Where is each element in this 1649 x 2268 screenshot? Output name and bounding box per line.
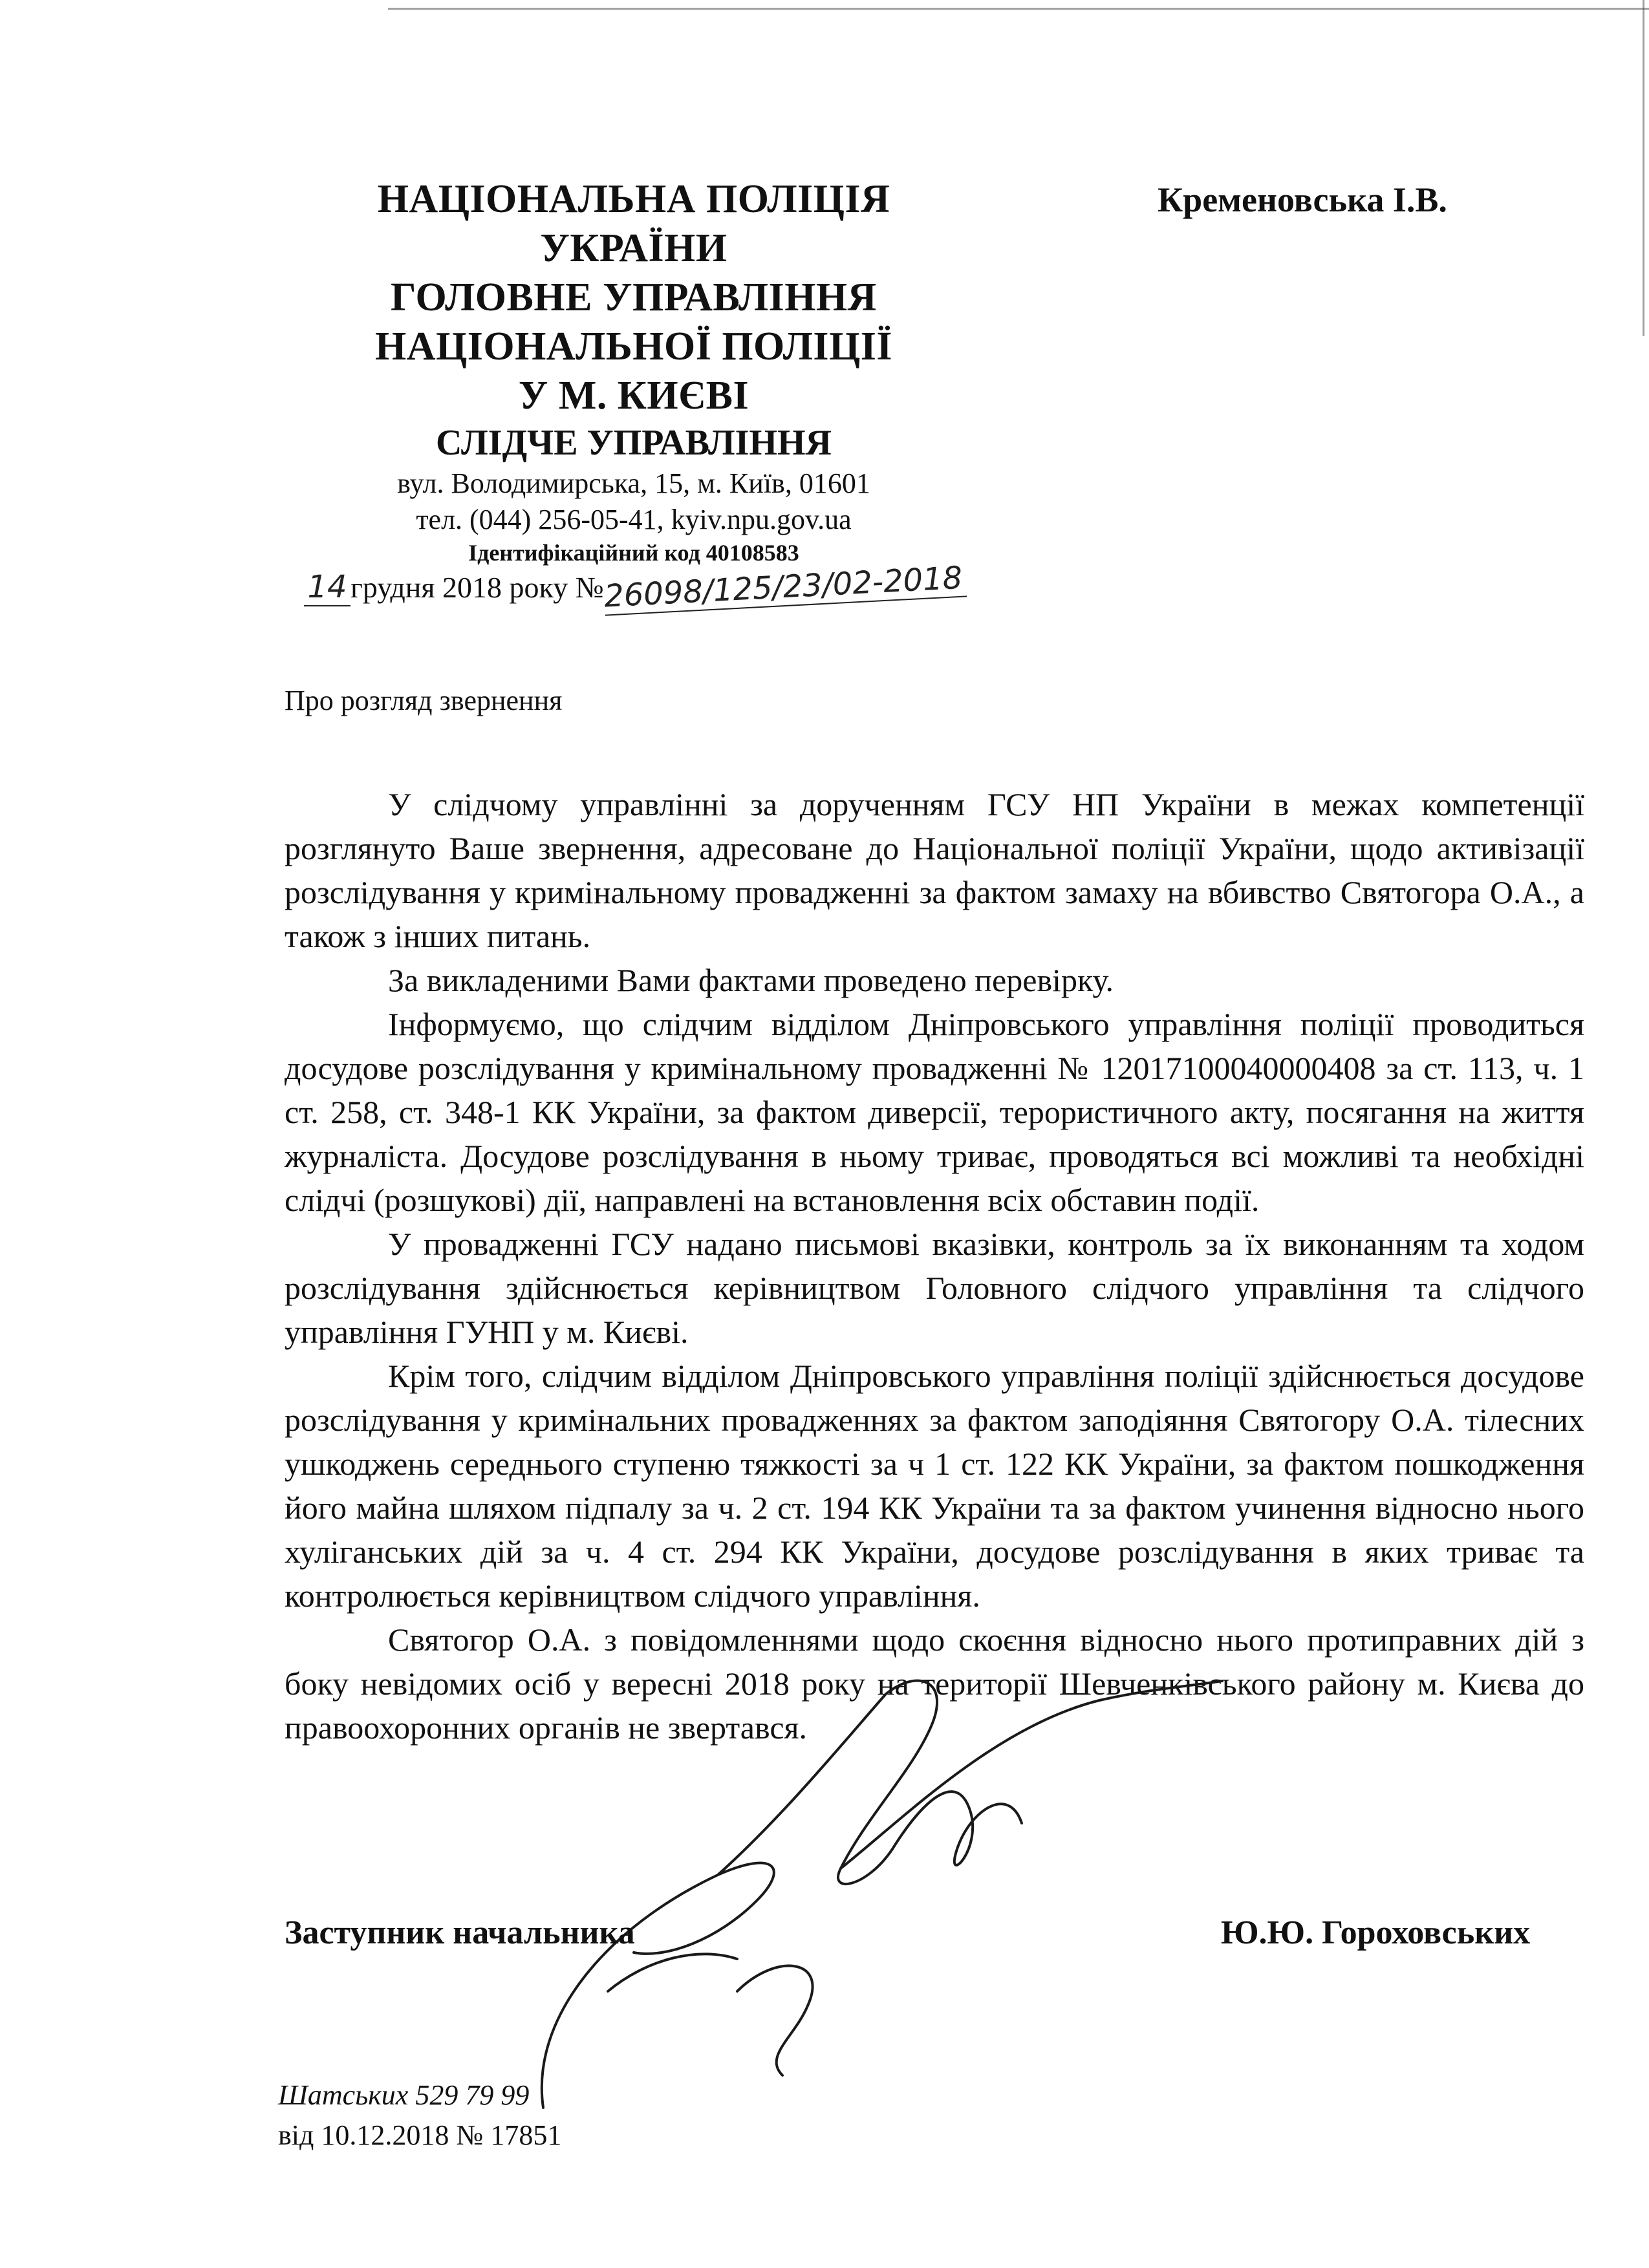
footer-note [278, 2075, 561, 2156]
signatory-title: Заступник начальника [285, 1914, 635, 1951]
org-line-5: У М. КИЄВІ [518, 374, 749, 418]
paragraph-2: За викладеними Вами фактами проведено перевірку. [388, 962, 1114, 998]
handwritten-signature [504, 1655, 1229, 2121]
paragraph-3: Інформуємо, що слідчим відділом Дніпровського управління поліції проводиться досудове розслідування у кримінальному провадженні № 12017100040000408 за ст. 113, ч. 1 ст. 258, ст. 348-1 КК України, за фактом диверсії, терористичного акту, посягання на життя журналіста. Досудове розслідування в ньому триває, проводяться всі можливі та необхідні слідчі (розшукові) дії, направлені на встановлення всіх обставин події. [285, 1006, 1584, 1218]
org-line-3: ГОЛОВНЕ УПРАВЛІННЯ [391, 275, 877, 319]
signatory-name: Ю.Ю. Гороховських [1221, 1914, 1531, 1951]
paragraph-1: У слідчому управлінні за дорученням ГСУ НП України в межах компетенції розглянуто Ваше звернення, адресоване до Національної поліції України, щодо активізації розслідування у кримінальному провадженні за фактом замаху на вбивство Святогора О.А., а також з інших питань. [285, 786, 1584, 954]
letter-body [285, 782, 1584, 1749]
handwritten-day: 14 [304, 569, 350, 606]
paragraph-4: У провадженні ГСУ надано письмові вказівки, контроль за їх виконанням та ходом розслідування здійснюється керівництвом Головного слідчого управління та слідчого управління ГУНП у м. Києві. [285, 1226, 1584, 1350]
date-number-line [304, 559, 966, 615]
date-printed: грудня 2018 року № [350, 571, 604, 604]
org-contacts: тел. (044) 256-05-41, kyiv.npu.gov.ua [416, 504, 852, 535]
org-line-2: УКРАЇНИ [540, 226, 727, 270]
scan-edge-line-right [1643, 0, 1644, 336]
paragraph-5: Крім того, слідчим відділом Дніпровського управління поліції здійснюється досудове розслідування у кримінальних провадженнях за фактом заподіяння Святогору О.А. тілесних ушкоджень середнього ступеню тяжкості за ч 1 ст. 122 КК України, за фактом пошкодження його майна шляхом підпалу за ч. 2 ст. 194 КК України та за фактом учинення відносно нього хуліганських дій за ч. 4 ст. 294 КК України, досудове розслідування в яких триває та контролюється керівництвом слідчого управління. [285, 1358, 1584, 1614]
letter-subject: Про розгляд звернення [285, 685, 563, 716]
org-address: вул. Володимирська, 15, м. Київ, 01601 [397, 467, 870, 499]
incoming-reference: від 10.12.2018 № 17851 [278, 2119, 562, 2151]
executor-contact: Шатських 529 79 99 [278, 2079, 530, 2111]
letterhead [246, 175, 1022, 568]
addressee: Кременовська І.В. [1158, 180, 1447, 219]
org-line-1: НАЦІОНАЛЬНА ПОЛІЦІЯ [377, 177, 890, 221]
paragraph-6: Святогор О.А. з повідомленнями щодо скоєння відносно нього протиправних дій з боку невідомих осіб у вересні 2018 року на території Шевченківського району м. Києва до правоохоронних органів не звертався. [285, 1621, 1584, 1746]
handwritten-reg-number: 26098/125/23/02-2018 [603, 559, 967, 615]
org-id-code: Ідентифікаційний код 40108583 [468, 540, 799, 566]
org-line-4: НАЦІОНАЛЬНОЇ ПОЛІЦІЇ [374, 325, 892, 369]
department-name: СЛІДЧЕ УПРАВЛІННЯ [436, 423, 832, 463]
scan-edge-line [388, 8, 1649, 10]
